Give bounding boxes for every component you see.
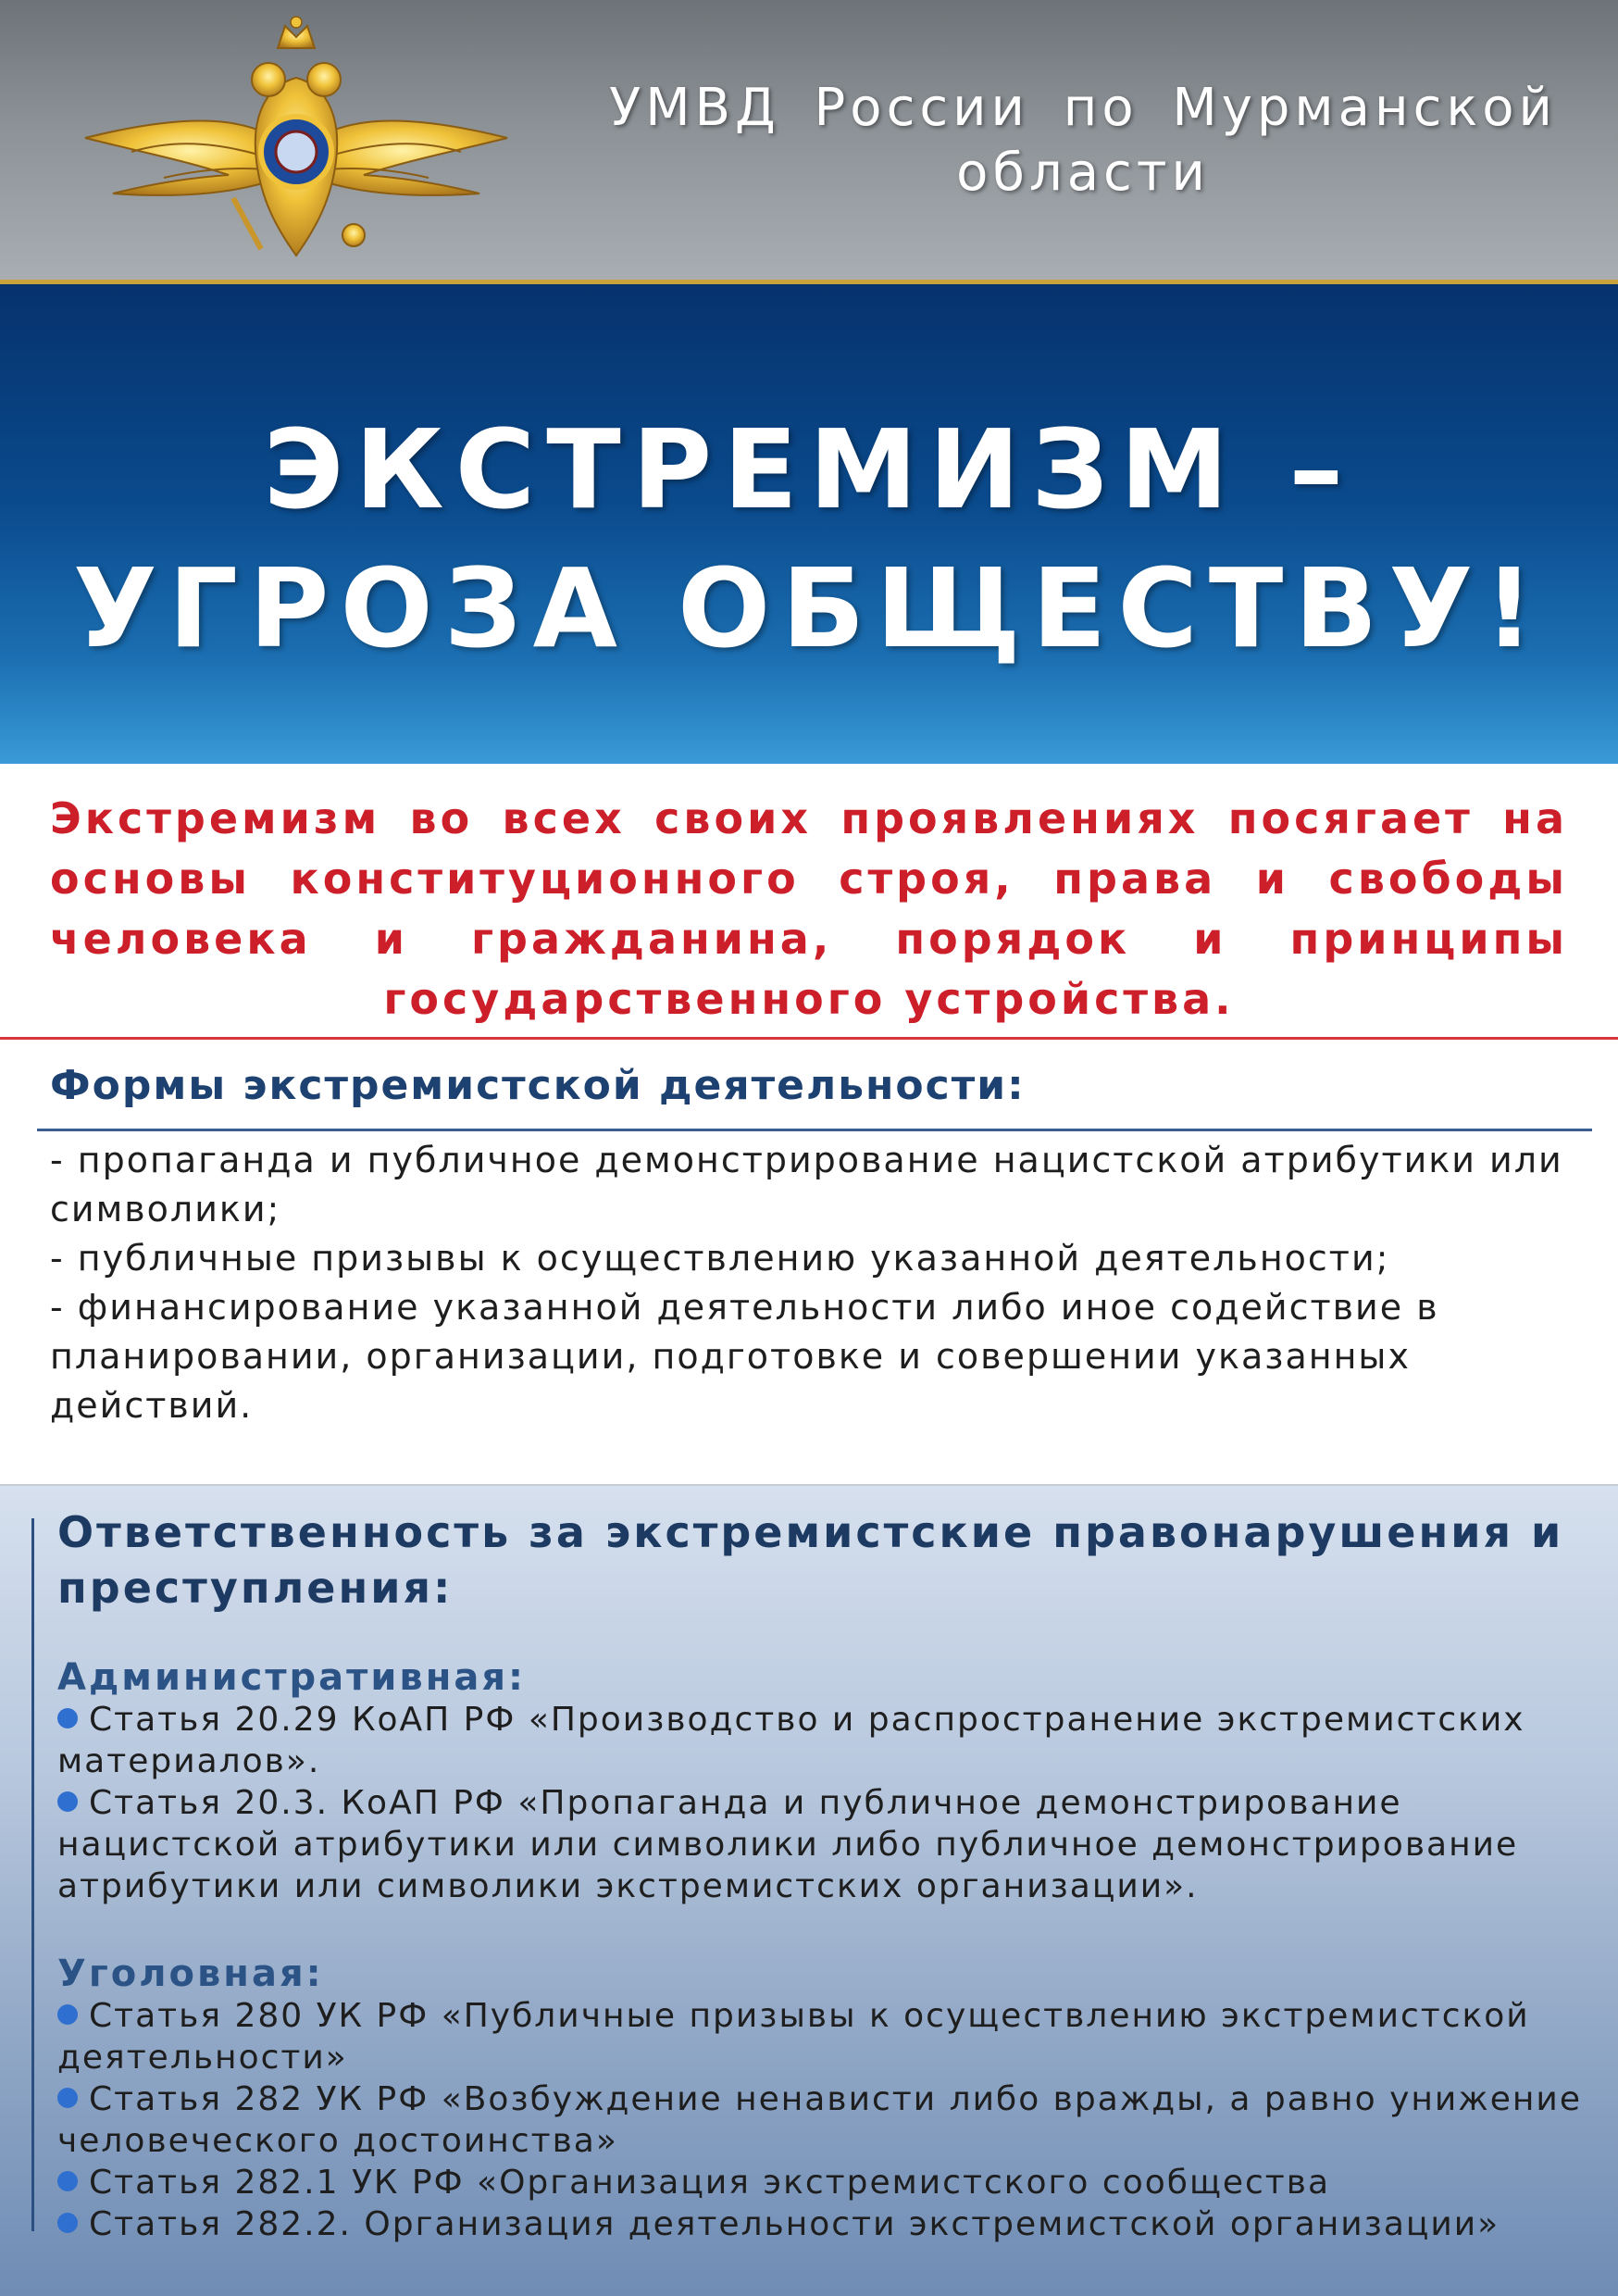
responsibility-heading: Ответственность за экстремистские правонарушения и преступления:	[57, 1507, 1564, 1613]
forms-list	[50, 1136, 1568, 1430]
organization-name: УМВД России по Мурманской области	[609, 78, 1557, 203]
article-text: Статья 20.29 КоАП РФ «Производство и распространение экстремистских материалов».	[57, 1701, 1525, 1780]
bullet-dot-icon	[57, 2088, 78, 2108]
header	[0, 0, 1618, 282]
title-band	[0, 284, 1618, 764]
bullet-dot-icon	[57, 1791, 78, 1812]
forms-list-item: - пропаганда и публичное демонстрирование нацистской атрибутики или символики;	[50, 1140, 1563, 1229]
main-title	[0, 400, 1618, 678]
list-item	[57, 2203, 1594, 2245]
red-divider	[0, 1037, 1618, 1040]
main-title-line-2: УГРОЗА ОБЩЕСТВУ!	[72, 544, 1546, 672]
criminal-heading: Уголовная:	[57, 1953, 324, 1995]
administrative-heading: Административная:	[57, 1656, 526, 1699]
article-text: Статья 282.1 УК РФ «Организация экстремистского сообщества	[89, 2164, 1331, 2202]
forms-list-item: - финансирование указанной деятельности либо иное содействие в планировании, организации, подготовке и совершении указанных действий.	[50, 1287, 1439, 1426]
administrative-articles-list	[57, 1699, 1594, 1907]
article-text: Статья 282 УК РФ «Возбуждение ненависти либо вражды, а равно унижение человеческого достоинства»	[57, 2080, 1582, 2160]
list-item	[57, 1782, 1594, 1907]
bullet-dot-icon	[57, 2004, 78, 2025]
article-text: Статья 20.3. КоАП РФ «Пропаганда и публичное демонстрирование нацистской атрибутики или символики либо публичное демонстрирование атрибутики или символики экстремистских организации».	[57, 1784, 1519, 1905]
intro-statement: Экстремизм во всех своих проявлениях посягает на основы конституционного строя, права и свободы человека и гражданина, порядок и принципы государственного устройства.	[50, 793, 1568, 1024]
bullet-dot-icon	[57, 2213, 78, 2233]
list-item	[57, 2078, 1594, 2162]
bullet-dot-icon	[57, 2171, 78, 2191]
responsibility-left-rule	[31, 1518, 34, 2231]
bullet-dot-icon	[57, 1708, 78, 1728]
forms-heading: Формы экстремистской деятельности:	[50, 1062, 1026, 1109]
criminal-articles-list	[57, 1995, 1594, 2245]
list-item	[57, 1995, 1594, 2078]
list-item	[57, 2162, 1594, 2203]
forms-list-item: - публичные призывы к осуществлению указанной деятельности;	[50, 1238, 1390, 1279]
forms-divider	[37, 1129, 1592, 1131]
article-text: Статья 282.2. Организация деятельности экстремистской организации»	[89, 2205, 1500, 2243]
list-item	[57, 1699, 1594, 1782]
article-text: Статья 280 УК РФ «Публичные призывы к осуществлению экстремистской деятельности»	[57, 1997, 1530, 2077]
main-title-line-1: ЭКСТРЕМИЗМ –	[263, 406, 1355, 533]
double-headed-eagle-emblem-icon	[76, 13, 517, 263]
